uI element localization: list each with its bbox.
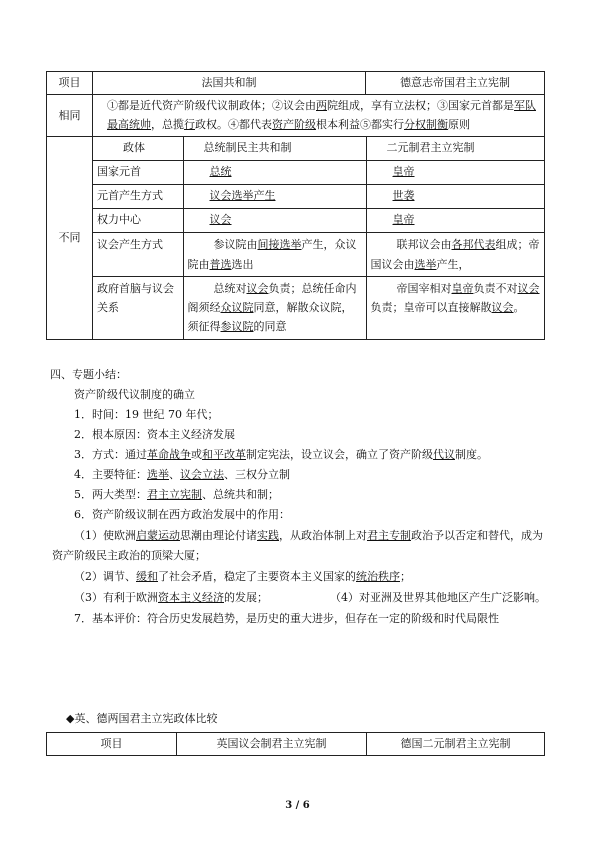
diff-row — [47, 137, 545, 339]
summary-point-2: 2．根本原因：资本主义经济发展 — [74, 428, 235, 442]
diff-cell-a: 总统 — [183, 161, 366, 185]
header-france: 法国共和制 — [93, 72, 366, 95]
diff-inner-table — [93, 137, 545, 338]
diff-cell-k: 元首产生方式 — [93, 185, 183, 209]
diff-row-0 — [93, 137, 545, 161]
summary-point-6-2: （2）调节、缓和了社会矛盾，稳定了主要资本主义国家的统治秩序； — [74, 569, 411, 583]
table2-header-uk: 英国议会制君主立宪制 — [177, 733, 367, 756]
same-text: ①都是近代资产阶级代议制政体；②议会由两院组成，享有立法权；③国家元首都是军队最高统帅，总揽行政权。④都代表资产阶级根本利益⑤都实行分权制衡原则 — [93, 95, 545, 137]
diff-cell-a: 总统制民主共和制 — [183, 137, 366, 161]
summary-point-7: 7．基本评价：符合历史发展趋势，是历史的重大进步，但存在一定的阶级和时代局限性 — [74, 612, 499, 626]
diff-row-5 — [93, 276, 545, 338]
comparison-table-france-germany — [46, 71, 545, 340]
same-row — [47, 95, 545, 137]
summary-point-6: 6．资产阶级议制在西方政治发展中的作用： — [74, 508, 290, 522]
diff-row-1 — [93, 161, 545, 185]
diff-cell-k: 政体 — [93, 137, 183, 161]
summary-point-6-3: （3）有利于欧洲资本主义经济的发展； — [74, 590, 268, 604]
diff-row-4 — [93, 233, 545, 277]
section-subheading: 资产阶级代议制度的确立 — [74, 388, 195, 402]
table2-header-row — [47, 733, 545, 756]
table2-header-de: 德国二元制君主立宪制 — [367, 733, 545, 756]
diff-cell-b: 帝国宰相对皇帝负责不对议会负责；皇帝可以直接解散议会。 — [370, 281, 540, 315]
diff-cell-b: 联邦议会由各邦代表组成；帝国议会由选举产生， — [366, 233, 545, 277]
summary-point-5: 5．两大类型：君主立宪制、总统共和制； — [74, 488, 279, 502]
diff-cell-a: 议会选举产生 — [183, 185, 366, 209]
table-header-row — [47, 72, 545, 95]
header-item: 项目 — [47, 72, 93, 95]
diff-cell-b: 皇帝 — [366, 161, 545, 185]
table2-title: ◆英、德两国君主立宪政体比较 — [66, 712, 218, 725]
diff-cell-b: 二元制君主立宪制 — [366, 137, 545, 161]
summary-point-6-4: （4）对亚洲及世界其他地区产生广泛影响。 — [330, 590, 546, 604]
summary-point-4: 4．主要特征：选举、议会立法、三权分立制 — [74, 468, 290, 482]
summary-point-6-1: （1）使欧洲启蒙运动思潮由理论付诸实践，从政治体制上对君主专制政治予以否定和替代，成为资产阶级民主政治的顶梁大厦； — [52, 529, 543, 562]
diff-cell-b: 世袭 — [366, 185, 545, 209]
diff-cell-a: 参议院由间接选举产生，众议院由普选选出 — [183, 233, 366, 277]
diff-cell-a: 总统对议会负责；总统任命内阁须经众议院同意，解散众议院，须征得参议院的同意 — [183, 276, 366, 338]
diff-cell-k: 权力中心 — [93, 209, 183, 233]
diff-cell-k: 政府首脑与议会关系 — [93, 276, 183, 338]
same-label: 相同 — [47, 95, 93, 137]
table2-header-item: 项目 — [47, 733, 177, 756]
diff-cell-k: 议会产生方式 — [93, 233, 183, 277]
section-heading: 四、专题小结： — [50, 368, 127, 381]
diff-cell-b: 皇帝 — [366, 209, 545, 233]
summary-point-1: 1．时间：19 世纪 70 年代； — [74, 408, 219, 422]
diff-row-3 — [93, 209, 545, 233]
diff-label: 不同 — [47, 137, 93, 339]
header-germany: 德意志帝国君主立宪制 — [366, 72, 545, 95]
summary-section — [52, 366, 552, 627]
diff-row-2 — [93, 185, 545, 209]
page-number: 3 / 6 — [285, 800, 310, 811]
comparison-table-uk-germany — [46, 732, 545, 756]
diff-cell-a: 议会 — [183, 209, 366, 233]
diff-cell-k: 国家元首 — [93, 161, 183, 185]
summary-point-3: 3．方式：通过革命战争或和平改革制定宪法，设立议会，确立了资产阶级代议制度。 — [74, 448, 488, 462]
